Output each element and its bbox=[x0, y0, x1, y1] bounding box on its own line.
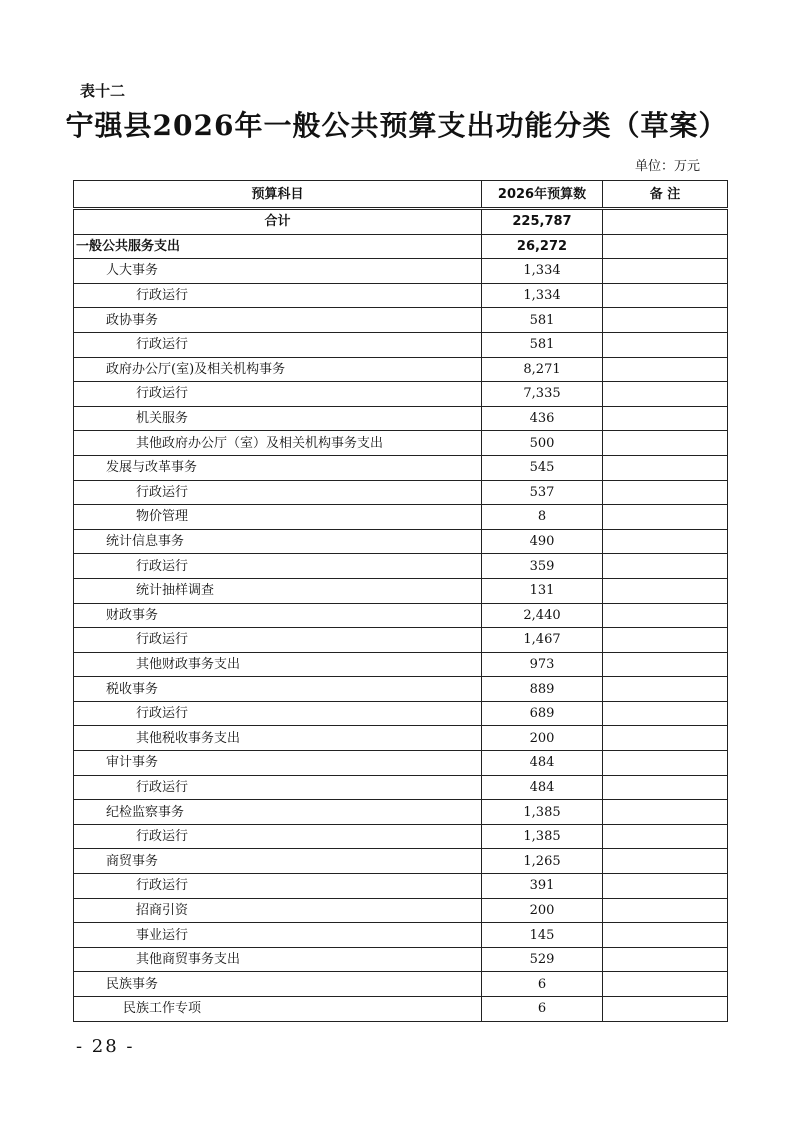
subject-cell: 机关服务 bbox=[74, 406, 482, 431]
subject-cell: 民族事务 bbox=[74, 972, 482, 997]
page-number: - 28 - bbox=[76, 1036, 135, 1057]
amount-cell: 529 bbox=[482, 947, 603, 972]
note-cell bbox=[603, 578, 728, 603]
table-row bbox=[74, 480, 728, 505]
subject-cell: 政府办公厅(室)及相关机构事务 bbox=[74, 357, 482, 382]
subject-cell: 一般公共服务支出 bbox=[74, 234, 482, 259]
note-cell bbox=[603, 234, 728, 259]
subject-cell: 合计 bbox=[74, 209, 482, 235]
note-cell bbox=[603, 923, 728, 948]
note-cell bbox=[603, 406, 728, 431]
table-row bbox=[74, 947, 728, 972]
note-cell bbox=[603, 898, 728, 923]
subject-cell: 商贸事务 bbox=[74, 849, 482, 874]
table-number: 表十二 bbox=[80, 82, 126, 100]
table-row bbox=[74, 357, 728, 382]
amount-cell: 1,385 bbox=[482, 800, 603, 825]
subject-cell: 行政运行 bbox=[74, 554, 482, 579]
subject-cell: 行政运行 bbox=[74, 332, 482, 357]
table-row bbox=[74, 874, 728, 899]
note-cell bbox=[603, 382, 728, 407]
amount-cell: 581 bbox=[482, 332, 603, 357]
subject-cell: 民族工作专项 bbox=[74, 997, 482, 1022]
table-row bbox=[74, 578, 728, 603]
amount-cell: 889 bbox=[482, 677, 603, 702]
table-row bbox=[74, 382, 728, 407]
subject-cell: 人大事务 bbox=[74, 259, 482, 284]
table-header-row bbox=[74, 181, 728, 209]
table-row bbox=[74, 898, 728, 923]
amount-cell: 200 bbox=[482, 898, 603, 923]
amount-cell: 1,334 bbox=[482, 259, 603, 284]
total-row bbox=[74, 209, 728, 235]
amount-cell: 490 bbox=[482, 529, 603, 554]
amount-cell: 2,440 bbox=[482, 603, 603, 628]
table-row bbox=[74, 751, 728, 776]
note-cell bbox=[603, 357, 728, 382]
subject-cell: 行政运行 bbox=[74, 480, 482, 505]
subject-cell: 审计事务 bbox=[74, 751, 482, 776]
table-row bbox=[74, 529, 728, 554]
table-row bbox=[74, 824, 728, 849]
amount-cell: 484 bbox=[482, 775, 603, 800]
note-cell bbox=[603, 751, 728, 776]
table-row bbox=[74, 701, 728, 726]
table-row bbox=[74, 308, 728, 333]
note-cell bbox=[603, 480, 728, 505]
subject-cell: 事业运行 bbox=[74, 923, 482, 948]
header-note: 备 注 bbox=[603, 181, 728, 209]
subject-cell: 政协事务 bbox=[74, 308, 482, 333]
note-cell bbox=[603, 431, 728, 456]
amount-cell: 8 bbox=[482, 505, 603, 530]
note-cell bbox=[603, 283, 728, 308]
subject-cell: 行政运行 bbox=[74, 701, 482, 726]
subject-cell: 行政运行 bbox=[74, 382, 482, 407]
subject-cell: 统计抽样调查 bbox=[74, 578, 482, 603]
subject-cell: 纪检监察事务 bbox=[74, 800, 482, 825]
table-row bbox=[74, 332, 728, 357]
note-cell bbox=[603, 332, 728, 357]
table-row bbox=[74, 775, 728, 800]
subject-cell: 其他税收事务支出 bbox=[74, 726, 482, 751]
table-row bbox=[74, 406, 728, 431]
amount-cell: 391 bbox=[482, 874, 603, 899]
document-title: 宁强县2026年一般公共预算支出功能分类（草案） bbox=[65, 109, 728, 142]
note-cell bbox=[603, 628, 728, 653]
table-row bbox=[74, 800, 728, 825]
note-cell bbox=[603, 800, 728, 825]
amount-cell: 689 bbox=[482, 701, 603, 726]
amount-cell: 7,335 bbox=[482, 382, 603, 407]
note-cell bbox=[603, 849, 728, 874]
table-row bbox=[74, 283, 728, 308]
subject-cell: 行政运行 bbox=[74, 775, 482, 800]
note-cell bbox=[603, 997, 728, 1022]
subject-cell: 发展与改革事务 bbox=[74, 455, 482, 480]
amount-cell: 6 bbox=[482, 997, 603, 1022]
subject-cell: 其他财政事务支出 bbox=[74, 652, 482, 677]
table-row bbox=[74, 997, 728, 1022]
note-cell bbox=[603, 775, 728, 800]
note-cell bbox=[603, 259, 728, 284]
subject-cell: 招商引资 bbox=[74, 898, 482, 923]
amount-cell: 545 bbox=[482, 455, 603, 480]
subject-cell: 物价管理 bbox=[74, 505, 482, 530]
subject-cell: 统计信息事务 bbox=[74, 529, 482, 554]
subject-cell: 其他商贸事务支出 bbox=[74, 947, 482, 972]
amount-cell: 537 bbox=[482, 480, 603, 505]
unit-label: 单位：万元 bbox=[634, 159, 700, 174]
subject-cell: 税收事务 bbox=[74, 677, 482, 702]
note-cell bbox=[603, 554, 728, 579]
subject-cell: 行政运行 bbox=[74, 628, 482, 653]
table-row bbox=[74, 455, 728, 480]
amount-cell: 359 bbox=[482, 554, 603, 579]
amount-cell: 6 bbox=[482, 972, 603, 997]
note-cell bbox=[603, 701, 728, 726]
table-row bbox=[74, 234, 728, 259]
amount-cell: 26,272 bbox=[482, 234, 603, 259]
amount-cell: 225,787 bbox=[482, 209, 603, 235]
table-row bbox=[74, 603, 728, 628]
amount-cell: 484 bbox=[482, 751, 603, 776]
table-row bbox=[74, 726, 728, 751]
amount-cell: 436 bbox=[482, 406, 603, 431]
amount-cell: 973 bbox=[482, 652, 603, 677]
amount-cell: 1,265 bbox=[482, 849, 603, 874]
note-cell bbox=[603, 824, 728, 849]
table-row bbox=[74, 652, 728, 677]
amount-cell: 145 bbox=[482, 923, 603, 948]
table-row bbox=[74, 259, 728, 284]
table-row bbox=[74, 849, 728, 874]
subject-cell: 财政事务 bbox=[74, 603, 482, 628]
note-cell bbox=[603, 505, 728, 530]
note-cell bbox=[603, 972, 728, 997]
note-cell bbox=[603, 529, 728, 554]
note-cell bbox=[603, 603, 728, 628]
table-row bbox=[74, 972, 728, 997]
amount-cell: 581 bbox=[482, 308, 603, 333]
note-cell bbox=[603, 455, 728, 480]
note-cell bbox=[603, 308, 728, 333]
note-cell bbox=[603, 677, 728, 702]
subject-cell: 行政运行 bbox=[74, 874, 482, 899]
amount-cell: 500 bbox=[482, 431, 603, 456]
subject-cell: 其他政府办公厅（室）及相关机构事务支出 bbox=[74, 431, 482, 456]
table-row bbox=[74, 554, 728, 579]
table-row bbox=[74, 431, 728, 456]
note-cell bbox=[603, 652, 728, 677]
amount-cell: 8,271 bbox=[482, 357, 603, 382]
table-row bbox=[74, 505, 728, 530]
amount-cell: 131 bbox=[482, 578, 603, 603]
subject-cell: 行政运行 bbox=[74, 824, 482, 849]
table-row bbox=[74, 628, 728, 653]
note-cell bbox=[603, 209, 728, 235]
note-cell bbox=[603, 947, 728, 972]
subject-cell: 行政运行 bbox=[74, 283, 482, 308]
note-cell bbox=[603, 726, 728, 751]
note-cell bbox=[603, 874, 728, 899]
header-amount: 2026年预算数 bbox=[482, 181, 603, 209]
budget-table bbox=[73, 180, 728, 1022]
amount-cell: 1,385 bbox=[482, 824, 603, 849]
table-row bbox=[74, 677, 728, 702]
table-row bbox=[74, 923, 728, 948]
header-subject: 预算科目 bbox=[74, 181, 482, 209]
amount-cell: 1,334 bbox=[482, 283, 603, 308]
amount-cell: 200 bbox=[482, 726, 603, 751]
amount-cell: 1,467 bbox=[482, 628, 603, 653]
